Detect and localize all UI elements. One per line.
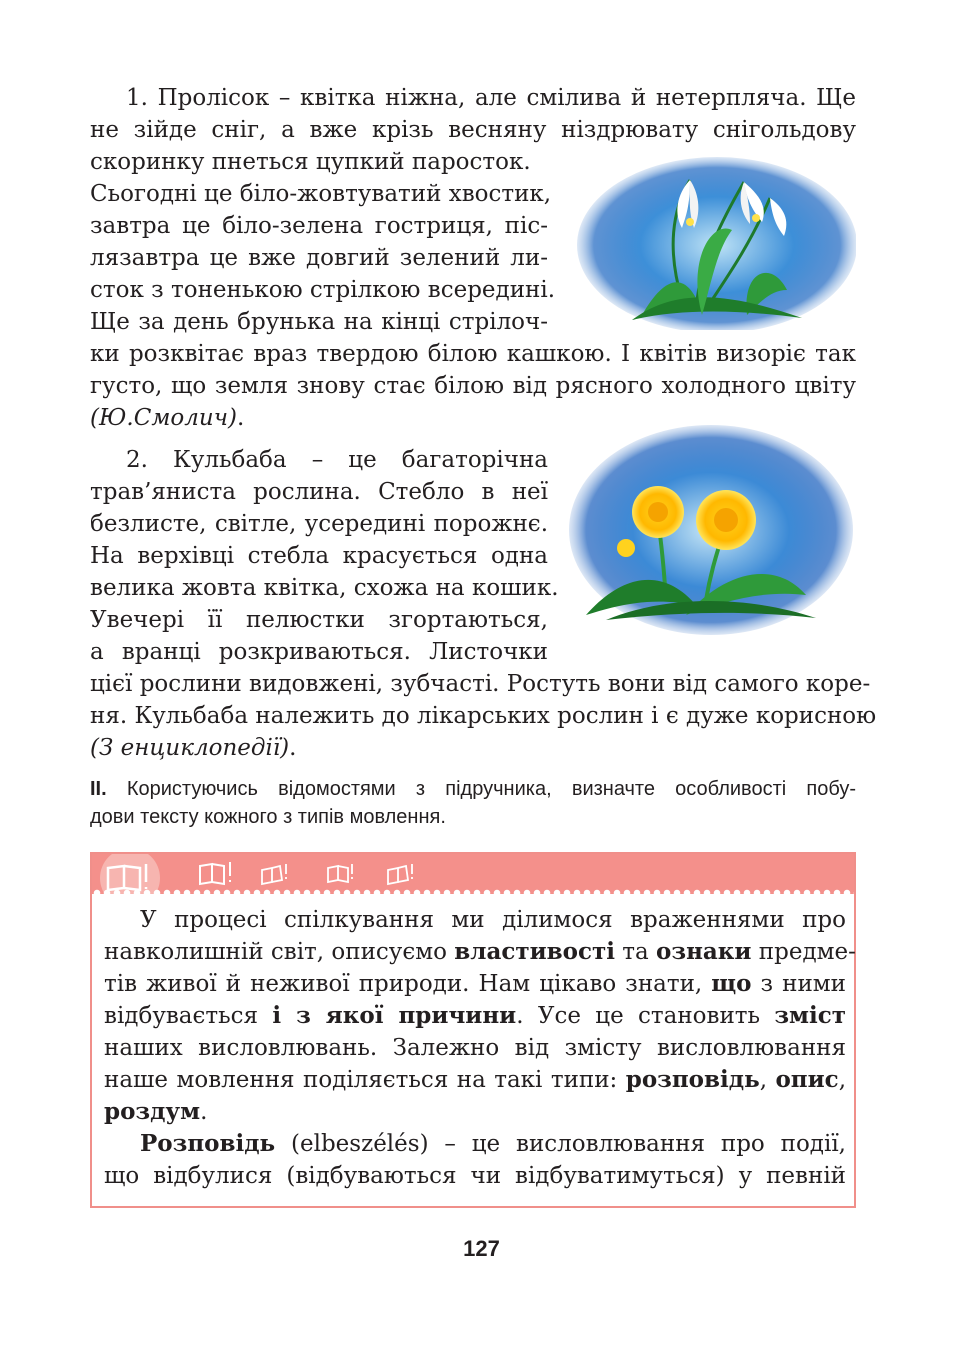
- book-icon: [262, 864, 286, 884]
- source-citation: (Ю.Смолич): [90, 405, 237, 431]
- text-line: 1. Пролісок – квітка ніжна, але смілива й нетерпляча. Ще: [126, 85, 856, 111]
- text-line: не зійде сніг, а вже крізь весняну ніздрювату снігольдову: [90, 117, 856, 143]
- rule-line: навколишній світ, описуємо властивості та ознаки предме-: [104, 938, 856, 965]
- text-line: Ще за день брунька на кінці стрілоч-: [90, 309, 548, 335]
- book-icon: [388, 864, 412, 884]
- rule-line: наше мовлення поділяється на такі типи: розповідь, опис,: [104, 1066, 846, 1093]
- dotted-border: [92, 888, 854, 898]
- task-instruction: [90, 775, 856, 803]
- rule-line: що відбулися (відбуваються чи відбуватимуться) у певній: [104, 1163, 846, 1189]
- dandelion-illustration: [566, 420, 856, 640]
- rule-line: наших висловлювань. Залежно від змісту висловлювання: [104, 1035, 846, 1061]
- page-number: 127: [463, 1236, 500, 1261]
- rule-line: У процесі спілкування ми ділимося враженнями про: [140, 907, 846, 933]
- rule-box: [90, 852, 856, 1208]
- text-line: велика жовта квітка, схожа на кошик.: [90, 575, 559, 601]
- text-line: скоринку пнеться цупкий паросток.: [90, 149, 531, 175]
- text-line: безлисте, світле, усередині порожнє.: [90, 511, 548, 537]
- text-line: завтра це біло-зелена гостриця, піс-: [90, 213, 548, 239]
- text-line: 2. Кульбаба – це багаторічна: [126, 447, 548, 473]
- rule-line: тів живої й неживої природи. Нам цікаво знати, що з ними: [104, 970, 846, 997]
- text-line-source: [90, 732, 856, 764]
- text-line: лязавтра це вже довгий зелений ли-: [90, 245, 548, 271]
- sentence-end: .: [236, 405, 245, 431]
- text-line: густо, що земля знову стає білою від рясного холодного цвіту: [90, 373, 856, 399]
- source-citation: (З енциклопедії): [90, 735, 290, 761]
- book-icon: [200, 862, 230, 884]
- text-line: а вранці розкриваються. Листочки: [90, 639, 548, 665]
- task-number: II.: [90, 778, 107, 800]
- snowdrop-illustration: [572, 150, 856, 330]
- text-line: цієї рослини видовжені, зубчасті. Ростуть вони від самого коре-: [90, 671, 871, 697]
- text-line: Сьогодні це біло-жовтуватий хвостик,: [90, 181, 552, 207]
- book-icon: [328, 864, 352, 882]
- text-line: трав’яниста рослина. Стебло в неї: [90, 479, 548, 505]
- text-line: сток з тоненькою стрілкою всередині.: [90, 277, 556, 303]
- rule-line: відбувається і з якої причини. Усе це становить зміст: [104, 1002, 846, 1029]
- sentence-end: .: [289, 735, 297, 761]
- text-line: ки розквітає враз твердою білою кашкою. І квітів визоріє так: [90, 341, 856, 367]
- rule-line: роздум.: [104, 1098, 208, 1125]
- text-line: На верхівці стебла красується одна: [90, 543, 548, 569]
- task-text: Користуючись відомостями з підручника, визначте особливості побу-: [106, 778, 856, 800]
- rule-line: Розповідь (elbeszélés) – це висловлювання про події,: [140, 1130, 846, 1157]
- text-line: ня. Кульбаба належить до лікарських рослин і є дуже корисною: [90, 703, 877, 729]
- text-line: Увечері її пелюстки згортаються,: [90, 607, 548, 633]
- task-instruction-cont: дови тексту кожного з типів мовлення.: [90, 806, 446, 828]
